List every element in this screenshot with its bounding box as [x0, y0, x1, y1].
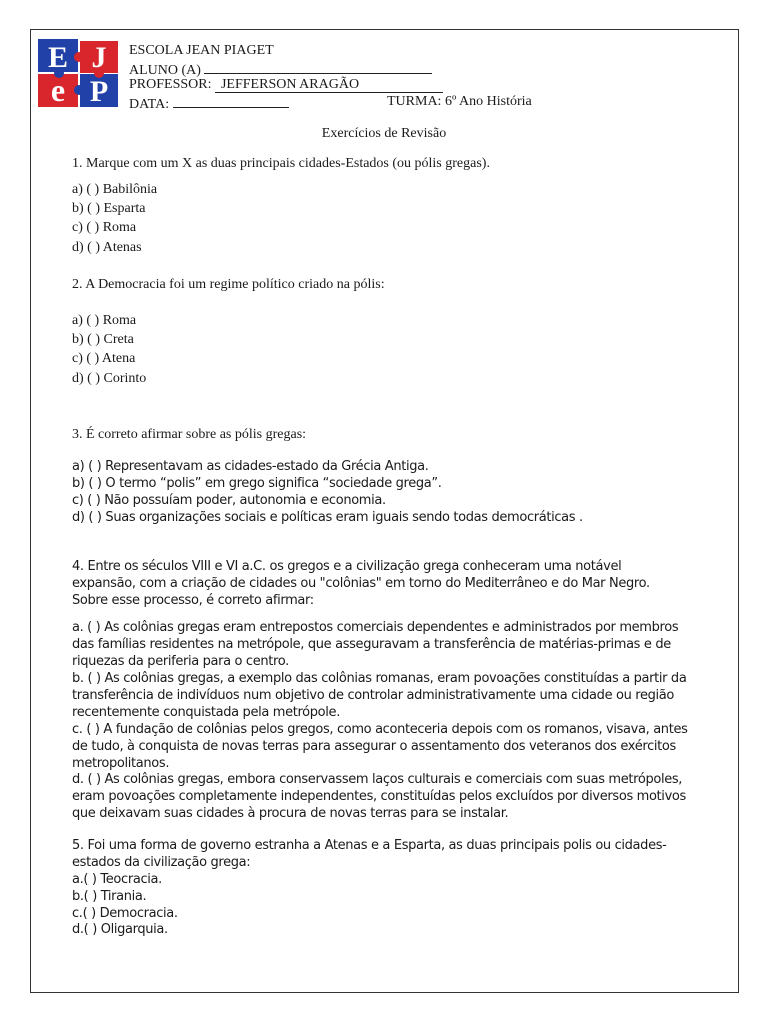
- question-3-option-b[interactable]: b) ( ) O termo “polis” em grego significa “sociedade grega”.: [72, 476, 442, 491]
- teacher-field: [129, 77, 443, 93]
- class-info: TURMA: 6º Ano História: [387, 94, 532, 109]
- question-5-option-c[interactable]: c.( ) Democracia.: [72, 906, 178, 921]
- teacher-label: PROFESSOR:: [129, 77, 212, 92]
- logo-letter-e: E: [47, 41, 69, 74]
- question-1-option-a[interactable]: a) ( ) Babilônia: [72, 182, 158, 197]
- question-1-option-b[interactable]: b) ( ) Esparta: [72, 201, 146, 216]
- question-5-prompt: 5. Foi uma forma de governo estranha a Atenas e a Esparta, as duas principais polis ou cidades- estados da civilização grega:: [72, 838, 667, 870]
- question-3-option-a[interactable]: a) ( ) Representavam as cidades-estado da Grécia Antiga.: [72, 459, 429, 474]
- question-2-option-b[interactable]: b) ( ) Creta: [72, 332, 134, 347]
- question-1-prompt: 1. Marque com um X as duas principais cidades-Estados (ou pólis gregas).: [72, 156, 490, 171]
- question-4-option-c[interactable]: c. ( ) A fundação de colônias pelos gregos, como aconteceria depois com os romanos, visava, antes de tudo, à conquista de novas terras para assegurar o assentamento dos veteranos dos exércitos metropolitanos.: [72, 722, 688, 771]
- question-4-option-d[interactable]: d. ( ) As colônias gregas, embora conservassem laços culturais e comerciais com suas metrópoles, eram povoações completamente independentes, constituídas pelos excluídos por diversos motivos que deixavam suas cidades à procura de novas terras para se instalar.: [72, 772, 686, 821]
- question-3-option-d[interactable]: d) ( ) Suas organizações sociais e políticas eram iguais sendo todas democráticas .: [72, 510, 583, 525]
- date-field[interactable]: [129, 94, 289, 113]
- page-title: Exercícios de Revisão: [321, 126, 447, 141]
- logo-letter-j: J: [91, 41, 107, 74]
- school-logo: [37, 37, 121, 109]
- date-label: DATA:: [129, 97, 170, 112]
- question-5-option-d[interactable]: d.( ) Oligarquia.: [72, 922, 168, 937]
- teacher-name: JEFFERSON ARAGÃO: [215, 77, 443, 93]
- date-blank[interactable]: [173, 94, 289, 108]
- question-1-option-d[interactable]: d) ( ) Atenas: [72, 240, 142, 255]
- school-name: ESCOLA JEAN PIAGET: [129, 43, 274, 58]
- question-2-option-a[interactable]: a) ( ) Roma: [72, 313, 137, 328]
- question-4-option-b[interactable]: b. ( ) As colônias gregas, a exemplo das colônias romanas, eram povoações constituídas a partir da transferência de indivíduos num objetivo de controlar administrativamente uma cidade ou região recentemente conquistada pela metrópole.: [72, 671, 687, 720]
- student-label: ALUNO (A): [129, 63, 201, 78]
- logo-letter-e-lower: e: [50, 72, 66, 108]
- question-5-option-a[interactable]: a.( ) Teocracia.: [72, 872, 162, 887]
- question-4-prompt: 4. Entre os séculos VIII e VI a.C. os gregos e a civilização grega conheceram uma notável expansão, com a criação de cidades ou "colônias" em torno do Mediterrâneo e do Mar Negro. Sobre esse processo, é correto afirmar:: [72, 559, 650, 608]
- question-1-option-c[interactable]: c) ( ) Roma: [72, 220, 137, 235]
- question-2-option-c[interactable]: c) ( ) Atena: [72, 351, 136, 366]
- question-3-option-c[interactable]: c) ( ) Não possuíam poder, autonomia e economia.: [72, 493, 386, 508]
- question-5-option-b[interactable]: b.( ) Tirania.: [72, 889, 147, 904]
- question-2-prompt: 2. A Democracia foi um regime político criado na pólis:: [72, 277, 385, 292]
- question-2-option-d[interactable]: d) ( ) Corinto: [72, 371, 147, 386]
- ejp-logo-icon: [37, 37, 121, 109]
- logo-letter-p: P: [89, 75, 109, 108]
- question-4-option-a[interactable]: a. ( ) As colônias gregas eram entrepostos comerciais dependentes e administrados por membros das famílias residentes na metrópole, que asseguravam a transferência de matérias-primas e de riquezas da periferia para o centro.: [72, 620, 679, 669]
- question-3-prompt: 3. É correto afirmar sobre as pólis gregas:: [72, 427, 307, 442]
- student-blank[interactable]: [204, 60, 432, 74]
